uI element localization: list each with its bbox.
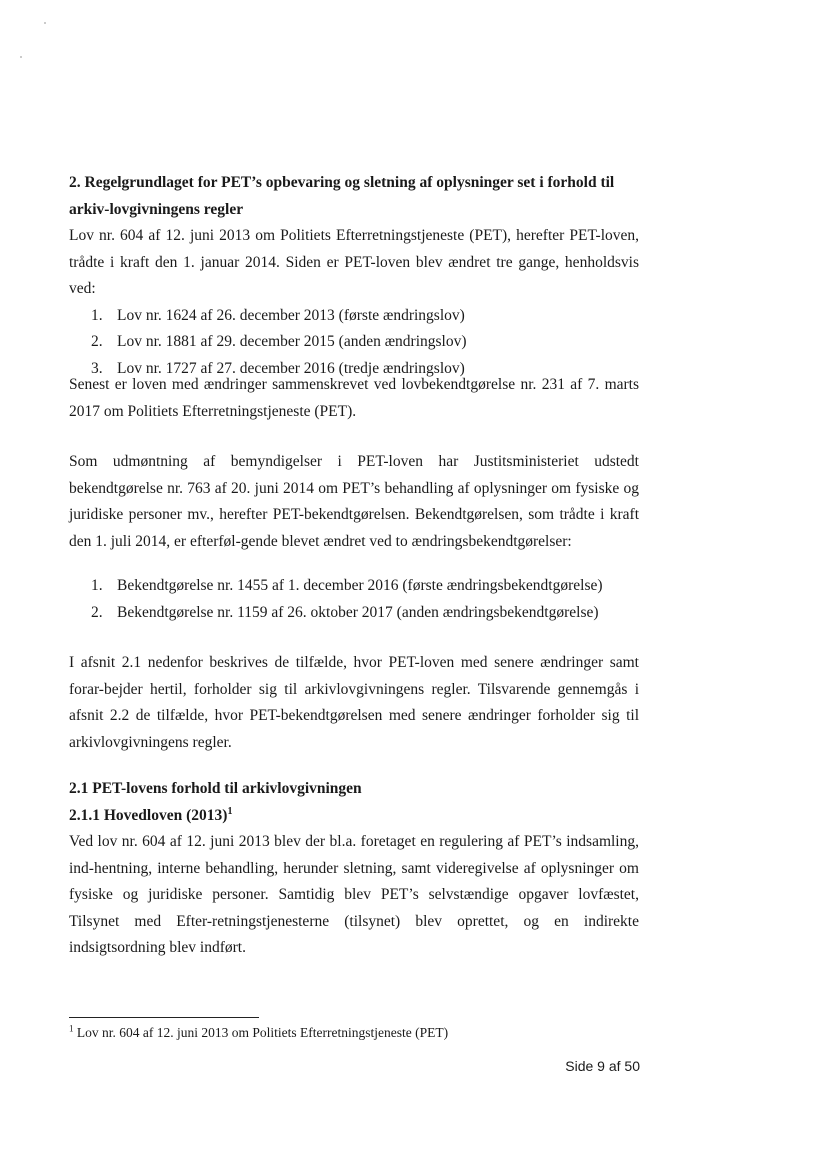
subsection-title: 2.1.1 Hovedloven (2013): [69, 806, 228, 824]
section-2: [69, 170, 639, 382]
list-item: [69, 573, 639, 600]
order-paragraph: Som udmøntning af bemyndigelser i PET-loven har Justitsministeriet udstedt bekendtgørelse nr. 763 af 20. juni 2014 om PET’s behandling af oplysninger om fysiske og juridiske personer mv., herefter PET-bekendtgørelsen. Bekendtgørelsen, som trådte i kraft den 1. juli 2014, er efterføl-gende blevet ændret ved to ændringsbekendtgørelser:: [69, 453, 639, 550]
list-number: 1.: [91, 306, 103, 324]
intro-paragraph: Lov nr. 604 af 12. juni 2013 om Politiets Efterretningstjeneste (PET), herefter PET-loven, trådte i kraft den 1. januar 2014. Siden er PET-loven blev ændret tre gange, henholdsvis ved:: [69, 227, 639, 297]
amendment-list: [69, 303, 639, 383]
list-text: Lov nr. 1727 af 27. december 2016 (tredje ændringslov): [117, 359, 465, 377]
list-number: 3.: [91, 359, 103, 377]
footnote-ref: 1: [227, 805, 233, 817]
list-number: 2.: [91, 603, 103, 621]
section-heading: 2. Regelgrundlaget for PET’s opbevaring og sletning af oplysninger set i forhold til arkiv-lovgivningens regler: [69, 174, 615, 218]
footnote-text: Lov nr. 604 af 12. juni 2013 om Politiets Efterretningstjeneste (PET): [76, 1025, 449, 1040]
list-text: Lov nr. 1881 af 29. december 2015 (anden ændringslov): [117, 333, 467, 350]
overview-paragraph: I afsnit 2.1 nedenfor beskrives de tilfælde, hvor PET-loven med senere ændringer samt forar-bejder hertil, forholder sig til arkivlovgivningens regler. Tilsvarende gennemgås i afsnit 2.2 de tilfælde, hvor PET-bekendtgørelsen med senere ændringer forholder sig til arkivlovgivningens regler.: [69, 654, 639, 751]
list-text: Lov nr. 1624 af 26. december 2013 (første ændringslov): [117, 306, 465, 324]
page-number: Side 9 af 50: [565, 1058, 640, 1074]
scan-speck: [20, 56, 22, 58]
body-paragraph: Ved lov nr. 604 af 12. juni 2013 blev der bl.a. foretaget en regulering af PET’s indsamling, ind-hentning, interne behandling, herunder sletning, samt videregivelse af oplysninger om fysiske og juridiske personer. Samtidig blev PET’s selvstændige opgaver lovfæstet, Tilsynet med Efter-retningstjenesterne (tilsynet) blev oprettet, og en indirekte indsigtsordning blev indført.: [69, 833, 639, 956]
footnote-number: 1: [69, 1023, 74, 1034]
footnote: [69, 1024, 639, 1042]
footnote-divider: [69, 1017, 259, 1018]
section-2-1: [69, 776, 639, 962]
list-number: 1.: [91, 577, 103, 594]
list-number: 2.: [91, 333, 103, 350]
list-item: [69, 303, 639, 330]
section-heading: 2.1 PET-lovens forhold til arkivlovgivningen: [69, 780, 362, 797]
consolidation-paragraph: Senest er loven med ændringer sammenskrevet ved lovbekendtgørelse nr. 231 af 7. marts 2017 om Politiets Efterretningstjeneste (PET).: [69, 376, 639, 420]
list-text: Bekendtgørelse nr. 1159 af 26. oktober 2017 (anden ændringsbekendtgørelse): [117, 603, 599, 621]
scan-speck: [44, 22, 46, 24]
list-item: [69, 600, 639, 627]
subsection-heading: [69, 803, 639, 830]
list-text: Bekendtgørelse nr. 1455 af 1. december 2016 (første ændringsbekendtgørelse): [117, 577, 603, 594]
list-item: [69, 329, 639, 356]
order-amendment-list: [69, 573, 639, 626]
